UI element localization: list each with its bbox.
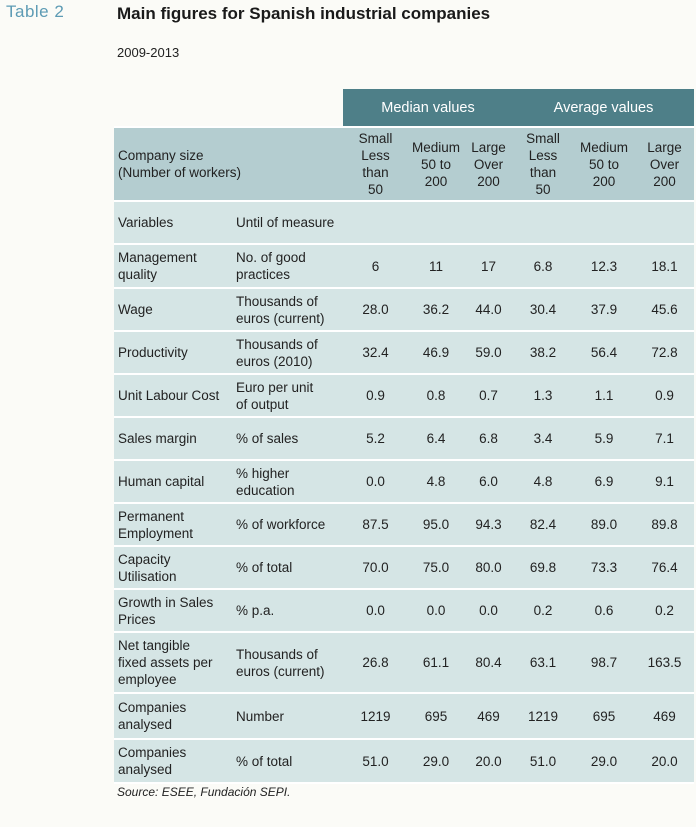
value-cell: 59.0: [464, 330, 513, 373]
table-row: [114, 416, 694, 459]
value-cell: 3.4: [513, 416, 573, 459]
variable-line: Productivity: [118, 345, 188, 360]
main-figures-table: [114, 89, 694, 784]
unit-cell: [234, 330, 343, 373]
unit-of-measure-header: Until of measure: [234, 200, 343, 243]
value-cell: 0.2: [513, 588, 573, 631]
variable-line: quality: [118, 267, 158, 282]
variable-line: Sales margin: [118, 431, 197, 446]
unit-cell: [234, 545, 343, 588]
unit-cell: [234, 287, 343, 330]
value-cell: 1219: [343, 692, 408, 738]
value-cell: 1.3: [513, 373, 573, 416]
table-title: Main figures for Spanish industrial companies: [117, 4, 491, 23]
value-cell: 20.0: [464, 738, 513, 784]
value-cell: 95.0: [408, 502, 464, 545]
table-row: [114, 692, 694, 738]
value-cell: 0.0: [408, 588, 464, 631]
variable-line: Wage: [118, 302, 153, 317]
value-cell: 63.1: [513, 631, 573, 692]
value-cell: 6.0: [464, 459, 513, 502]
column-header-line: Large: [647, 139, 682, 155]
value-cell: 76.4: [635, 545, 694, 588]
column-header-line: 200: [424, 173, 448, 189]
variable-line: fixed assets per: [118, 655, 213, 670]
variable-line: Companies: [118, 700, 187, 715]
column-header-line: than: [362, 165, 389, 180]
blank-corner: [114, 89, 343, 126]
unit-line: Number: [236, 708, 285, 724]
value-cell: 29.0: [573, 738, 635, 784]
variable-cell: [114, 287, 234, 330]
variable-cell: [114, 631, 234, 692]
unit-line: Thousands of: [236, 293, 318, 309]
company-size-line: (Number of workers): [118, 165, 242, 180]
column-header-line: 50: [367, 182, 384, 197]
value-cell: 469: [464, 692, 513, 738]
variable-line: Employment: [118, 525, 194, 541]
value-cell: 0.0: [343, 459, 408, 502]
value-cell: 0.6: [573, 588, 635, 631]
unit-line: % p.a.: [236, 603, 275, 618]
value-cell: 6.4: [408, 416, 464, 459]
table-row: [114, 588, 694, 631]
table-row: [114, 373, 694, 416]
value-cell: 17: [464, 243, 513, 287]
value-cell: 36.2: [408, 287, 464, 330]
unit-line: euros (2010): [236, 353, 313, 369]
column-header-line: 50 to: [420, 156, 452, 172]
value-cell: 70.0: [343, 545, 408, 588]
value-cell: 1219: [513, 692, 573, 738]
table-row: [114, 502, 694, 545]
value-cell: 5.2: [343, 416, 408, 459]
variable-cell: [114, 545, 234, 588]
column-header-line: Medium: [579, 139, 628, 155]
unit-line: education: [236, 482, 295, 498]
unit-cell: [234, 243, 343, 287]
table-row: [114, 738, 694, 784]
column-header-line: 200: [592, 173, 616, 189]
variable-line: Growth in Sales: [118, 594, 214, 610]
column-header-line: 200: [653, 173, 676, 189]
unit-line: Thousands of: [236, 336, 318, 352]
column-header: [464, 126, 513, 200]
table-row: [114, 243, 694, 287]
variable-cell: [114, 373, 234, 416]
value-cell: 20.0: [635, 738, 694, 784]
value-cell: 0.9: [343, 373, 408, 416]
value-cell: 0.8: [408, 373, 464, 416]
value-cell: 1.1: [573, 373, 635, 416]
value-cell: 11: [408, 243, 464, 287]
value-cell: 695: [408, 692, 464, 738]
column-header-line: 200: [477, 173, 500, 189]
column-header: [513, 126, 573, 200]
value-cell: 69.8: [513, 545, 573, 588]
variable-cell: [114, 738, 234, 784]
value-cell: 0.2: [635, 588, 694, 631]
value-cell: 32.4: [343, 330, 408, 373]
value-cell: 30.4: [513, 287, 573, 330]
value-cell: 0.0: [464, 588, 513, 631]
unit-line: practices: [236, 267, 291, 282]
unit-line: % of workforce: [236, 517, 326, 532]
unit-line: euros (current): [236, 310, 325, 326]
variable-line: employee: [118, 672, 177, 687]
value-cell: 51.0: [513, 738, 573, 784]
value-cell: 5.9: [573, 416, 635, 459]
value-cell: 94.3: [464, 502, 513, 545]
value-cell: 28.0: [343, 287, 408, 330]
column-header-line: than: [529, 165, 557, 180]
value-cell: 37.9: [573, 287, 635, 330]
column-header-line: 50 to: [588, 156, 620, 172]
value-cell: 0.7: [464, 373, 513, 416]
unit-line: euros (current): [236, 663, 325, 679]
variable-cell: [114, 243, 234, 287]
unit-cell: [234, 738, 343, 784]
column-header: [343, 126, 408, 200]
unit-cell: [234, 459, 343, 502]
variable-cell: [114, 330, 234, 373]
column-header-line: 50: [535, 182, 551, 197]
variable-line: analysed: [118, 717, 173, 732]
value-cell: 29.0: [408, 738, 464, 784]
value-cell: 695: [573, 692, 635, 738]
value-cell: 89.0: [573, 502, 635, 545]
unit-line: No. of good: [236, 250, 306, 265]
value-cell: 0.0: [343, 588, 408, 631]
value-cell: 72.8: [635, 330, 694, 373]
variable-line: Prices: [118, 611, 156, 627]
unit-cell: [234, 502, 343, 545]
value-cell: 6.8: [464, 416, 513, 459]
variable-cell: [114, 502, 234, 545]
variable-line: Net tangible: [118, 638, 191, 653]
column-header-line: Small: [526, 131, 560, 146]
unit-line: % higher: [236, 465, 290, 481]
variable-line: Permanent: [118, 508, 185, 524]
period-label: 2009-2013: [117, 45, 180, 60]
table-row: [114, 545, 694, 588]
variable-line: Management: [118, 250, 197, 265]
table-row: [114, 631, 694, 692]
column-header-line: Over: [649, 156, 680, 172]
value-cell: 87.5: [343, 502, 408, 545]
variable-line: Utilisation: [118, 568, 177, 584]
value-cell: 163.5: [635, 631, 694, 692]
unit-line: % of sales: [236, 431, 299, 446]
value-cell: 61.1: [408, 631, 464, 692]
company-size-header: [114, 126, 343, 200]
value-cell: 6.8: [513, 243, 573, 287]
value-cell: 51.0: [343, 738, 408, 784]
value-cell: 80.4: [464, 631, 513, 692]
column-header-line: Over: [473, 156, 504, 172]
value-cell: 89.8: [635, 502, 694, 545]
unit-cell: [234, 416, 343, 459]
value-cell: 4.8: [408, 459, 464, 502]
unit-line: % of total: [236, 753, 293, 769]
value-cell: 44.0: [464, 287, 513, 330]
column-header-line: Medium: [411, 139, 460, 155]
column-header-line: Small: [358, 131, 393, 146]
value-cell: 82.4: [513, 502, 573, 545]
value-cell: 6.9: [573, 459, 635, 502]
unit-cell: [234, 588, 343, 631]
value-cell: 26.8: [343, 631, 408, 692]
column-header: [635, 126, 694, 200]
source-note: Source: ESEE, Fundación SEPI.: [117, 785, 291, 799]
value-cell: 98.7: [573, 631, 635, 692]
group-average-values: Average values: [513, 89, 694, 126]
variable-line: Companies: [118, 745, 187, 760]
unit-cell: [234, 631, 343, 692]
table-row: [114, 287, 694, 330]
unit-cell: [234, 373, 343, 416]
value-cell: 73.3: [573, 545, 635, 588]
group-median-values: Median values: [343, 89, 513, 126]
value-cell: 0.9: [635, 373, 694, 416]
value-cell: 6: [343, 243, 408, 287]
variables-header: Variables: [114, 200, 234, 243]
variable-cell: [114, 692, 234, 738]
value-cell: 46.9: [408, 330, 464, 373]
unit-line: % of total: [236, 560, 293, 575]
value-cell: 12.3: [573, 243, 635, 287]
value-cell: 56.4: [573, 330, 635, 373]
value-cell: 80.0: [464, 545, 513, 588]
value-cell: 469: [635, 692, 694, 738]
column-header-line: Less: [361, 148, 390, 163]
column-header: [573, 126, 635, 200]
variable-line: Human capital: [118, 474, 205, 489]
table-row: [114, 330, 694, 373]
company-size-line: Company size: [118, 148, 204, 163]
value-cell: 9.1: [635, 459, 694, 502]
variable-cell: [114, 588, 234, 631]
table-number-label: Table 2: [6, 2, 65, 21]
value-cell: 45.6: [635, 287, 694, 330]
variable-cell: [114, 416, 234, 459]
variable-line: Capacity: [118, 551, 171, 567]
value-cell: 4.8: [513, 459, 573, 502]
value-cell: 18.1: [635, 243, 694, 287]
variable-cell: [114, 459, 234, 502]
column-header-line: Large: [471, 139, 506, 155]
unit-cell: [234, 692, 343, 738]
column-header: [408, 126, 464, 200]
value-cell: 75.0: [408, 545, 464, 588]
unit-line: Thousands of: [236, 646, 318, 662]
variable-line: analysed: [118, 762, 173, 777]
value-cell: 7.1: [635, 416, 694, 459]
unit-line: of output: [236, 396, 289, 412]
unit-line: Euro per unit: [236, 379, 314, 395]
value-cell: 38.2: [513, 330, 573, 373]
table-row: [114, 459, 694, 502]
variable-line: Unit Labour Cost: [118, 388, 220, 403]
column-header-line: Less: [528, 148, 558, 163]
